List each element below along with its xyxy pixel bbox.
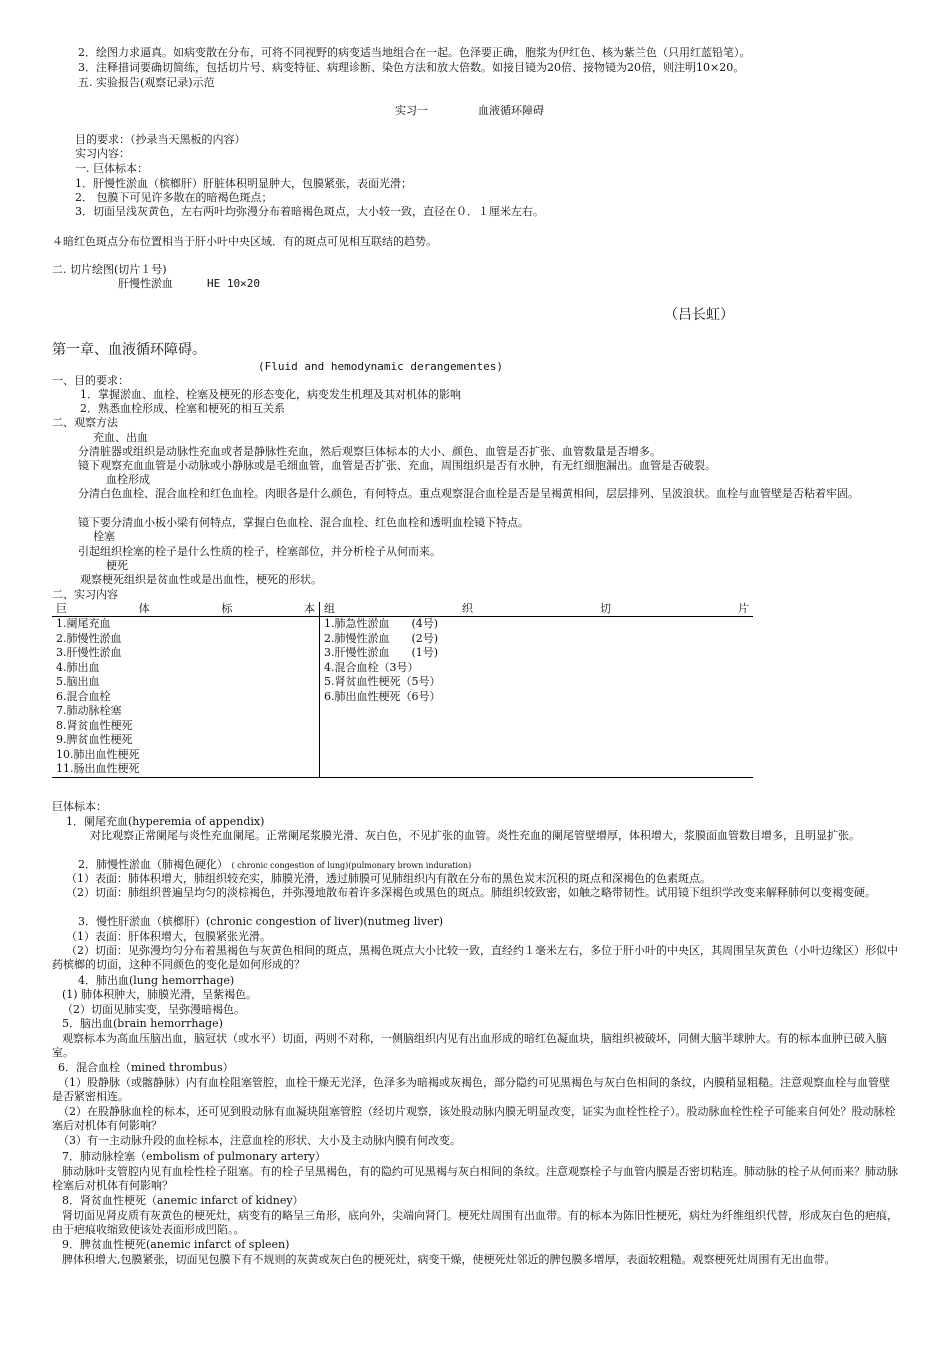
gross-3-title: 3．慢性肝淤血（槟榔肝）(chronic congestion of liver)(nutmeg liver) — [78, 915, 444, 928]
sample-title-b: 血液循环障碍 — [478, 104, 544, 117]
list-item: 10.肺出血性梗死 — [56, 747, 140, 761]
table-header-slides — [320, 602, 754, 617]
gross-8-title: 8．肾贫血性梗死（anemic infarct of kidney） — [62, 1194, 304, 1207]
gross-9-body: 脾体积增大,包膜紧张，切面见包膜下有不规则的灰黄或灰白色的梗死灶，病变干燥，使梗死灶邻近的脾包膜多增厚，表面较粗糙。观察梗死灶周围有无出血带。 — [62, 1253, 836, 1266]
practice-head: 二、实习内容 — [52, 588, 118, 601]
sample-slide-name: 肝慢性淤血 — [118, 277, 173, 290]
sample-author: （吕长虹） — [664, 307, 734, 323]
list-item: 7.肺动脉栓塞 — [56, 704, 122, 717]
sample-content: 实习内容： — [75, 147, 130, 160]
list-item: 8.肾贫血性梗死 — [56, 718, 133, 732]
gross-7-title: 7．肺动脉栓塞（embolism of pulmonary artery） — [62, 1150, 326, 1163]
practice-table — [52, 602, 753, 778]
list-item: 6.混合血栓 — [56, 689, 111, 703]
list-item: 1.阑尾充血 — [56, 617, 111, 630]
list-item: 2.肺慢性淤血 (2号) — [324, 631, 439, 645]
gross-4-item-1: (1) 肺体积肿大，肺膜光滑，呈紫褐色。 — [62, 988, 258, 1001]
method-thrombus-1: 分清白色血栓、混合血栓和红色血栓。肉眼各是什么颜色，有何特点。重点观察混合血栓是否是呈褐黄相间，层层排列、呈波浪状。血栓与血管壁是否粘着牢固。 — [78, 487, 859, 500]
gross-6-item-3: （3）有一主动脉升段的血栓标本，注意血栓的形状、大小及主动脉内膜有何改变。 — [58, 1134, 461, 1147]
sample-gross-4: ４暗红色斑点分布位置相当于肝小叶中央区域．有的斑点可见相互联结的趋势。 — [52, 235, 437, 248]
list-item: 1.肺急性淤血 (4号) — [324, 617, 439, 630]
gross-5-title: 5．脑出血(brain hemorrhage) — [62, 1017, 223, 1030]
header-char: 切 — [600, 602, 611, 615]
gross-9-title: 9．脾贫血性梗死(anemic infarct of spleen) — [62, 1238, 290, 1251]
method-infarct-1: 观察梗死组织是贫血性或是出血性，梗死的形状。 — [80, 573, 322, 586]
intro-line-3: 3．注释措词要确切简练，包括切片号、病变特征、病理诊断、染色方法和放大倍数。如接目镜为20倍、接物镜为20倍，则注明10×20。 — [78, 61, 745, 74]
list-item: 2.肺慢性淤血 — [56, 631, 122, 645]
list-item: 3.肝慢性淤血 — [56, 646, 122, 659]
gross-list — [52, 617, 320, 778]
list-item: 9.脾贫血性梗死 — [56, 733, 133, 746]
list-item: 6.肺出血性梗死（6号） — [324, 689, 441, 703]
method-hyperemia-1: 分清脏器或组织是动脉性充血或者是静脉性充血，然后观察巨体标本的大小、颜色、血管是否扩张、血管数量是否增多。 — [78, 445, 661, 458]
aim-1: 1．掌握淤血、血栓、栓塞及梗死的形态变化，病变发生机理及其对机体的影响 — [80, 388, 461, 401]
header-char: 标 — [221, 602, 233, 615]
header-char: 组 — [324, 602, 335, 615]
list-item: 3.肝慢性淤血 (1号) — [324, 646, 439, 659]
sample-slide-head: 二. 切片绘图(切片１号) — [52, 263, 167, 276]
gross-3-item-1: （1）表面：肝体积增大，包膜紧张光滑。 — [66, 930, 271, 943]
method-thrombus: 血栓形成 — [106, 473, 150, 486]
header-char: 巨 — [56, 602, 67, 615]
gross-2-title: 2．肺慢性淤血（肺褐色硬化） — [78, 858, 228, 871]
chapter-title: 第一章、血液循环障碍。 — [52, 342, 206, 358]
header-char: 织 — [462, 602, 473, 615]
list-item: 5.肾贫血性梗死（5号） — [324, 675, 441, 688]
list-item: 4.混合血栓（3号） — [324, 660, 419, 674]
gross-6-title: 6．混合血栓（mined thrombus） — [58, 1061, 234, 1074]
intro-line-2: 2．绘图力求逼真。如病变散在分布，可将不同视野的病变适当地组合在一起。色泽要正确，胞浆为伊红色、核为紫兰色（只用红蓝铅笔）。 — [78, 46, 751, 59]
sample-gross-1: 1．肝慢性淤血（槟榔肝）肝脏体积明显肿大，包膜紧张，表面光滑； — [75, 177, 412, 190]
gross-2-item-2: （2）切面：肺组织普遍呈均匀的淡棕褐色，并弥漫地散布着许多深褐色或黑色的斑点。肺组织较致密，如触之略带韧性。试用镜下组织学改变来解释肺何以变褐变硬。 — [66, 886, 876, 899]
sample-gross-head: 一. 巨体标本： — [75, 162, 148, 175]
gross-head: 巨体标本： — [52, 800, 107, 813]
gross-2-item-1: （1）表面：肺体积增大，肺组织较充实，肺膜光滑，透过肺膜可见肺组织内有散在分布的黑色炭末沉积的斑点和深褐色的色素斑点。 — [66, 872, 711, 885]
gross-1-title: 1．阑尾充血(hyperemia of appendix) — [66, 815, 265, 828]
gross-6-item-1: （1）股静脉（或髂静脉）内有血栓阻塞管腔，血栓干燥无光泽，色泽多为暗褐或灰褐色，部分隐约可见黑褐色与灰白色相间的条纹，内膜稍显粗糙。注意观察血栓与血管壁是否紧密相连。 — [52, 1076, 890, 1103]
method-embolism-1: 引起组织栓塞的栓子是什么性质的栓子，栓塞部位，并分析栓子从何而来。 — [78, 545, 441, 558]
sample-gross-3: 3．切面呈浅灰黄色，左右两叶均弥漫分布着暗褐色斑点，大小较一致，直径在０．１厘米左右。 — [75, 205, 544, 218]
sample-purpose: 目的要求：（抄录当天黑板的内容） — [75, 133, 246, 146]
method-hyperemia-2: 镜下观察充血血管是小动脉或小静脉或是毛细血管，血管是否扩张、充血，周围组织是否有水肿，有无红细胞漏出。血管是否破裂。 — [78, 459, 716, 472]
method-infarct: 梗死 — [106, 559, 128, 572]
gross-5-body: 观察标本为高血压脑出血，脑冠状（或水平）切面，两则不对称，一侧脑组织内见有出血形成的暗红色凝血块，脑组织被破坏，同侧大脑半球肿大。有的标本血肿已破入脑室。 — [52, 1032, 887, 1059]
list-item: 4.肺出血 — [56, 660, 100, 674]
intro-line-5: 五. 实验报告(观察记录)示范 — [78, 76, 215, 89]
header-char: 体 — [138, 602, 150, 615]
gross-4-title: 4．肺出血(lung hemorrhage) — [78, 974, 235, 987]
sample-slide-stain: HE 10×20 — [207, 277, 260, 290]
gross-1-body: 对比观察正常阑尾与炎性充血阑尾。正常阑尾浆膜光滑、灰白色，不见扩张的血管。炎性充血的阑尾管壁增厚，体积增大，浆膜面血管数目增多，且明显扩张。 — [90, 829, 860, 842]
gross-2-heading — [78, 858, 471, 872]
method-thrombus-2: 镜下要分清血小板小梁有何特点，掌握白色血栓、混合血栓、红色血栓和透明血栓镜下特点。 — [78, 516, 529, 529]
gross-2-title-en: ( chronic congestion of lung)(pulmonary brown induration) — [231, 861, 472, 870]
gross-8-body: 肾切面见肾皮质有灰黄色的梗死灶，病变有的略呈三角形，底向外，尖端向肾门。梗死灶周围有出血带。有的标本为陈旧性梗死，病灶为纤维组织代替，形成灰白色的疤痕，由于疤痕收缩致使该处表面形成凹陷。。 — [52, 1209, 898, 1236]
chapter-subtitle: (Fluid and hemodynamic derangementes) — [258, 360, 504, 373]
slide-list — [320, 617, 754, 778]
methods-head: 二、观察方法 — [52, 416, 118, 429]
aims-head: 一、目的要求： — [52, 374, 129, 387]
gross-7-body: 肺动脉叶支管腔内见有血栓性栓子阻塞。有的栓子呈黑褐色，有的隐约可见黑褐与灰白相间的条纹。注意观察栓子与血管内膜是否密切粘连。肺动脉的栓子从何而来？肺动脉栓塞后对机体有何影响？ — [52, 1165, 898, 1192]
method-hyperemia: 充血、出血 — [93, 431, 148, 444]
gross-4-item-2: （2）切面见肺实变，呈弥漫暗褐色。 — [62, 1003, 245, 1016]
header-char: 片 — [738, 602, 749, 615]
gross-6-item-2: （2）在股静脉血栓的标本，还可见到股动脉有血凝块阻塞管腔（经切片观察，该处股动脉内膜无明显改变，证实为血栓性栓子）。股动脉血栓性栓子可能来自何处？股动脉栓塞后对机体有何影响？ — [52, 1105, 896, 1132]
header-char: 本 — [303, 602, 315, 615]
list-item: 11.肠出血性梗死 — [56, 762, 140, 775]
sample-gross-2: 2． 包膜下可见许多散在的暗褐色斑点； — [75, 191, 273, 204]
gross-3-item-2: （2）切面：见弥漫均匀分布着黑褐色与灰黄色相间的斑点，黑褐色斑点大小比较一致，直经约１毫米左右，多位于肝小叶的中央区，其周围呈灰黄色（小叶边缘区）形似中药槟榔的切面，这种不同颜色的变化是如何形成的？ — [52, 944, 898, 971]
aim-2: 2．熟悉血栓形成、栓塞和梗死的相互关系 — [80, 402, 285, 415]
method-embolism: 栓塞 — [93, 530, 115, 543]
sample-title-a: 实习一 — [395, 104, 428, 117]
table-header-gross — [52, 602, 320, 617]
list-item: 5.脑出血 — [56, 675, 100, 688]
